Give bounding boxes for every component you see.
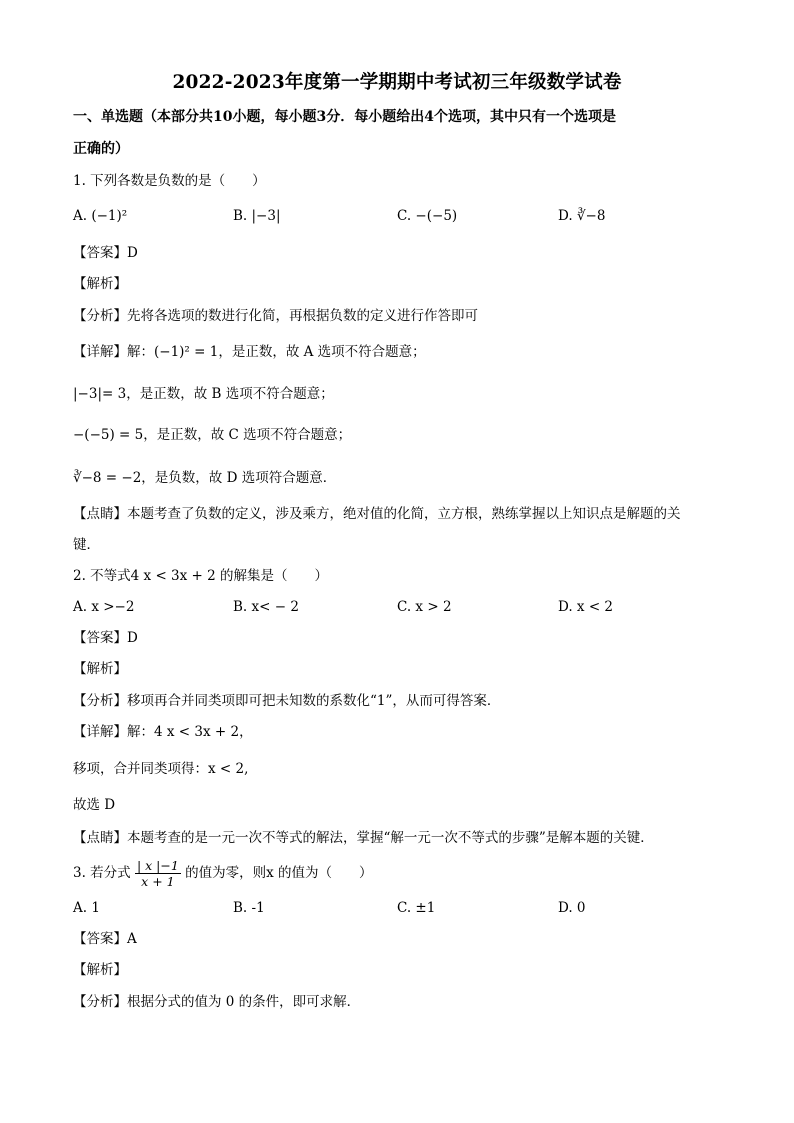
section-heading-line2: 正确的）	[73, 141, 129, 157]
q2-detail-3: 故选 D	[73, 797, 116, 813]
q3-option-b: B. -1	[233, 900, 265, 916]
q2-analysis-label: 【解析】	[73, 661, 127, 677]
q3-analysis-label: 【解析】	[73, 962, 127, 978]
q1-fenxi: 【分析】先将各选项的数进行化简，再根据负数的定义进行作答即可	[73, 308, 478, 324]
q3-stem-suffix: 的值为零，则x 的值为（ ）	[185, 865, 373, 881]
q3-fraction-numerator: | x |−1	[136, 858, 179, 873]
q3-fenxi: 【分析】根据分式的值为 0 的条件，即可求解．	[73, 994, 361, 1010]
q2-option-d: D. x < 2	[558, 599, 614, 615]
q3-option-a: A. 1	[73, 900, 100, 916]
q2-answer: 【答案】D	[73, 630, 138, 646]
q3-fraction-denominator: x + 1	[141, 874, 175, 889]
q2-dianjing: 【点睛】本题考查的是一元一次不等式的解法，掌握“解一元一次不等式的步骤”是解本题的关键．	[73, 830, 654, 846]
page-title: 2022-2023年度第一学期期中考试初三年级数学试卷	[172, 72, 622, 93]
q2-option-a: A. x >−2	[73, 599, 135, 615]
q3-fraction	[135, 858, 181, 889]
q3-option-d: D. 0	[558, 900, 586, 916]
section-heading-line1: 一、单选题（本部分共10小题，每小题3分．每小题给出4个选项，其中只有一个选项是	[73, 109, 616, 125]
q3-answer: 【答案】A	[73, 931, 137, 947]
q2-option-b: B. x< − 2	[233, 599, 299, 615]
q3-stem	[73, 856, 373, 890]
q1-option-c: C. −(−5)	[397, 208, 458, 224]
q1-detail-3: −(−5) = 5，是正数，故 C 选项不符合题意；	[73, 427, 352, 443]
q1-answer: 【答案】D	[73, 245, 138, 261]
q1-detail-2: |−3|= 3，是正数，故 B 选项不符合题意；	[73, 386, 334, 402]
q2-fenxi: 【分析】移项再合并同类项即可把未知数的系数化“1”，从而可得答案．	[73, 693, 501, 709]
q2-stem: 2. 不等式4 x < 3x + 2 的解集是（ ）	[73, 568, 329, 584]
q1-analysis-label: 【解析】	[73, 276, 127, 292]
q1-dianjing-1: 【点睛】本题考查了负数的定义，涉及乘方，绝对值的化简，立方根，熟练掌握以上知识点是解题的关	[73, 506, 681, 522]
q1-option-d: D. ∛−8	[558, 208, 606, 224]
q2-option-c: C. x > 2	[397, 599, 452, 615]
q3-stem-prefix: 3. 若分式	[73, 865, 131, 881]
q1-detail-1: 【详解】解：(−1)² = 1，是正数，故 A 选项不符合题意；	[73, 344, 426, 360]
q1-option-b: B. |−3|	[233, 208, 281, 224]
q2-detail-1: 【详解】解：4 x < 3x + 2，	[73, 724, 253, 740]
q1-option-a: A. (−1)²	[73, 208, 128, 224]
q3-option-c: C. ±1	[397, 900, 436, 916]
q1-detail-4: ∛−8 = −2，是负数，故 D 选项符合题意．	[73, 470, 337, 486]
q1-stem: 1. 下列各数是负数的是（ ）	[73, 173, 266, 189]
q2-detail-2: 移项，合并同类项得：x < 2,	[73, 761, 249, 777]
q1-dianjing-2: 键．	[73, 537, 100, 553]
